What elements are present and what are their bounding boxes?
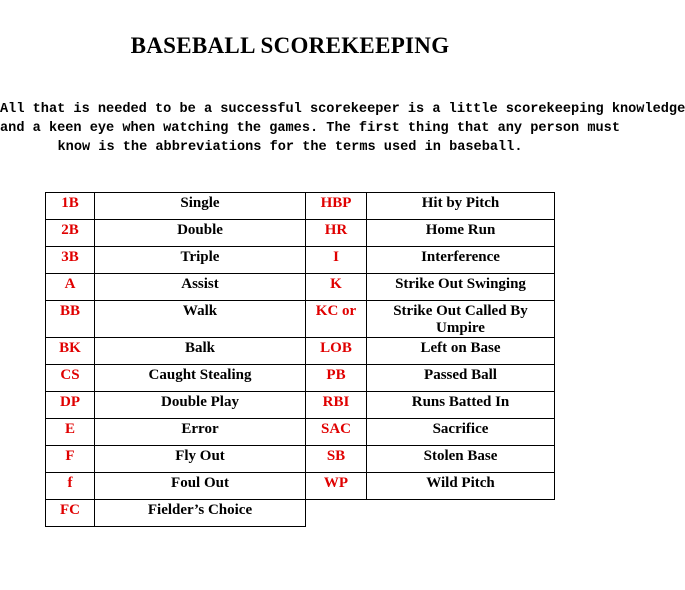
term-cell: Hit by Pitch	[367, 193, 555, 220]
table-row	[46, 446, 555, 473]
abbreviation-cell: PB	[306, 365, 367, 392]
term-cell: Sacrifice	[367, 419, 555, 446]
table-row	[46, 193, 555, 220]
abbreviation-cell: E	[46, 419, 95, 446]
abbreviation-cell: f	[46, 473, 95, 500]
table-row	[46, 247, 555, 274]
abbreviation-cell: SB	[306, 446, 367, 473]
abbreviation-cell: RBI	[306, 392, 367, 419]
term-cell: Wild Pitch	[367, 473, 555, 500]
term-cell: Passed Ball	[367, 365, 555, 392]
table-row	[46, 473, 555, 500]
term-cell: Stolen Base	[367, 446, 555, 473]
abbreviation-cell: A	[46, 274, 95, 301]
term-cell: Fly Out	[95, 446, 306, 473]
term-cell: Error	[95, 419, 306, 446]
term-cell: Single	[95, 193, 306, 220]
table-row	[46, 392, 555, 419]
page-title: BASEBALL SCOREKEEPING	[130, 33, 450, 58]
intro-paragraph	[0, 100, 685, 157]
term-cell: Foul Out	[95, 473, 306, 500]
abbreviation-cell: SAC	[306, 419, 367, 446]
abbreviation-cell: CS	[46, 365, 95, 392]
abbreviation-cell: K	[306, 274, 367, 301]
table-row	[46, 220, 555, 247]
table-row	[46, 500, 555, 527]
abbreviation-cell: LOB	[306, 338, 367, 365]
abbreviation-cell: BK	[46, 338, 95, 365]
abbreviation-cell: 2B	[46, 220, 95, 247]
table-row	[46, 274, 555, 301]
abbreviation-cell: FC	[46, 500, 95, 527]
empty-cell	[367, 500, 555, 527]
term-cell: Home Run	[367, 220, 555, 247]
abbreviation-cell: 3B	[46, 247, 95, 274]
intro-line: know is the abbreviations for the terms used in baseball.	[57, 140, 523, 155]
abbreviation-cell: F	[46, 446, 95, 473]
term-cell: Double	[95, 220, 306, 247]
term-cell: Fielder’s Choice	[95, 500, 306, 527]
table-row	[46, 365, 555, 392]
term-cell: Strike Out Swinging	[367, 274, 555, 301]
empty-cell	[306, 500, 367, 527]
abbreviation-cell: WP	[306, 473, 367, 500]
abbreviation-cell: HBP	[306, 193, 367, 220]
abbreviations-table	[45, 192, 555, 527]
term-cell: Left on Base	[367, 338, 555, 365]
abbreviation-cell: I	[306, 247, 367, 274]
term-cell: Walk	[95, 301, 306, 338]
abbreviation-cell: KC or	[306, 301, 367, 338]
abbreviation-cell: 1B	[46, 193, 95, 220]
intro-line: and a keen eye when watching the games. The first thing that any person must	[0, 121, 620, 136]
table-row	[46, 301, 555, 338]
table-row	[46, 338, 555, 365]
abbreviation-cell: BB	[46, 301, 95, 338]
term-cell: Strike Out Called By Umpire	[367, 301, 555, 338]
term-cell: Double Play	[95, 392, 306, 419]
term-cell: Caught Stealing	[95, 365, 306, 392]
term-cell: Runs Batted In	[367, 392, 555, 419]
table-row	[46, 419, 555, 446]
term-cell: Triple	[95, 247, 306, 274]
abbreviation-cell: DP	[46, 392, 95, 419]
term-cell: Balk	[95, 338, 306, 365]
abbreviation-cell: HR	[306, 220, 367, 247]
term-cell: Interference	[367, 247, 555, 274]
intro-line: All that is needed to be a successful scorekeeper is a little scorekeeping knowledge	[0, 102, 685, 117]
term-cell: Assist	[95, 274, 306, 301]
